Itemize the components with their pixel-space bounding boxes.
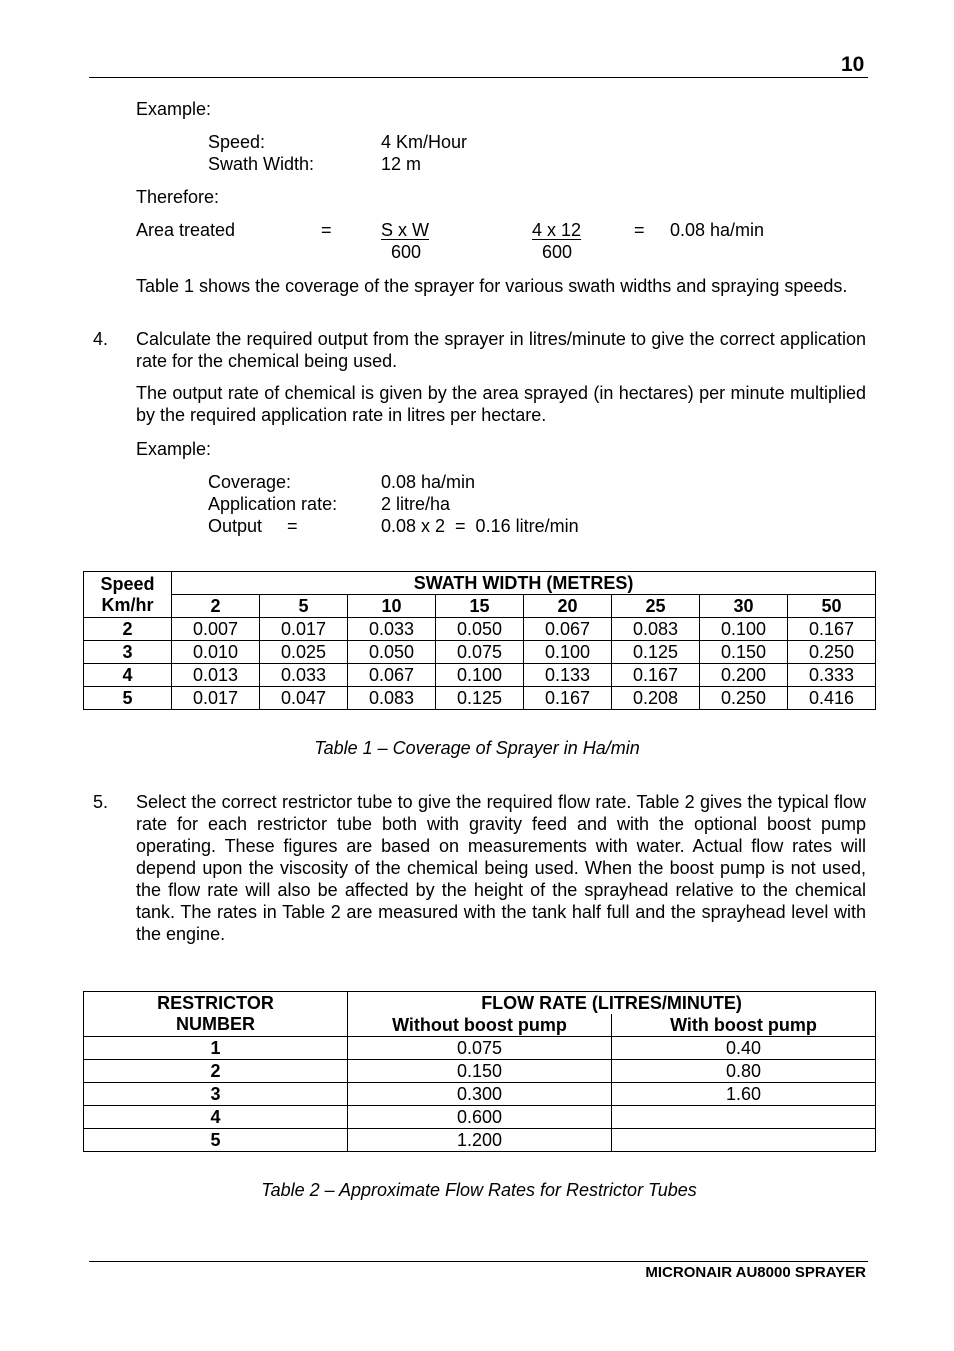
formula-numerator: S x W xyxy=(381,220,429,240)
swath-width-col-header: 15 xyxy=(436,595,524,618)
table-row xyxy=(84,1106,876,1129)
restrictor-number-cell: 4 xyxy=(84,1106,348,1129)
swath-width-col-header: 20 xyxy=(524,595,612,618)
speed-cell: 5 xyxy=(84,687,172,710)
coverage-cell: 0.050 xyxy=(436,618,524,641)
coverage-cell: 0.416 xyxy=(788,687,876,710)
coverage-cell: 0.075 xyxy=(436,641,524,664)
table1-caption: Table 1 – Coverage of Sprayer in Ha/min xyxy=(314,738,640,758)
table2-caption: Table 2 – Approximate Flow Rates for Restrictor Tubes xyxy=(261,1180,697,1200)
example-label: Example: xyxy=(136,439,212,459)
flow-rate-header: FLOW RATE (LITRES/MINUTE) xyxy=(348,992,876,1015)
example-label: Example: xyxy=(136,99,212,119)
coverage-cell: 0.033 xyxy=(348,618,436,641)
restrictor-header-text: RESTRICTOR NUMBER xyxy=(157,993,274,1034)
coverage-label: Coverage: xyxy=(208,472,292,492)
swath-value: 12 m xyxy=(381,154,422,174)
table-row xyxy=(84,687,876,710)
with-boost-cell xyxy=(612,1106,876,1129)
coverage-cell: 0.208 xyxy=(612,687,700,710)
coverage-cell: 0.017 xyxy=(260,618,348,641)
coverage-value: 0.08 ha/min xyxy=(381,472,476,492)
coverage-cell: 0.007 xyxy=(172,618,260,641)
table-row xyxy=(84,618,876,641)
speed-cell: 4 xyxy=(84,664,172,687)
coverage-cell: 0.025 xyxy=(260,641,348,664)
with-boost-cell xyxy=(612,1129,876,1152)
with-boost-header: With boost pump xyxy=(612,1014,876,1037)
coverage-cell: 0.150 xyxy=(700,641,788,664)
area-result: 0.08 ha/min xyxy=(670,220,765,240)
page-number: 10 xyxy=(841,53,865,76)
speed-label: Speed: xyxy=(208,132,266,152)
without-boost-cell: 0.600 xyxy=(348,1106,612,1129)
swath-width-col-header: 50 xyxy=(788,595,876,618)
table-row xyxy=(84,664,876,687)
equals-sign: = xyxy=(321,220,332,240)
step4-text: Calculate the required output from the sprayer in litres/minute to give the correct application rate for the chemical being used. xyxy=(136,329,866,371)
coverage-cell: 0.083 xyxy=(612,618,700,641)
footer-title: MICRONAIR AU8000 SPRAYER xyxy=(645,1264,866,1281)
coverage-cell: 0.167 xyxy=(612,664,700,687)
restrictor-number-cell: 1 xyxy=(84,1037,348,1060)
coverage-cell: 0.083 xyxy=(348,687,436,710)
swath-width-col-header: 10 xyxy=(348,595,436,618)
coverage-cell: 0.100 xyxy=(436,664,524,687)
application-rate-value: 2 litre/ha xyxy=(381,494,451,514)
coverage-cell: 0.133 xyxy=(524,664,612,687)
restrictor-header xyxy=(84,992,348,1037)
header-rule xyxy=(89,77,868,78)
swath-width-header: SWATH WIDTH (METRES) xyxy=(172,572,876,595)
coverage-cell: 0.125 xyxy=(612,641,700,664)
table-row xyxy=(84,1060,876,1083)
table1-intro-paragraph: Table 1 shows the coverage of the sprayer for various swath widths and spraying speeds. xyxy=(136,276,848,296)
coverage-cell: 0.167 xyxy=(524,687,612,710)
speed-header-text: Speed Km/hr xyxy=(100,573,155,615)
coverage-cell: 0.013 xyxy=(172,664,260,687)
restrictor-number-cell: 3 xyxy=(84,1083,348,1106)
coverage-cell: 0.167 xyxy=(788,618,876,641)
with-boost-cell: 0.80 xyxy=(612,1060,876,1083)
table-row xyxy=(84,1037,876,1060)
coverage-table xyxy=(83,571,876,710)
calc-denominator: 600 xyxy=(542,242,573,262)
coverage-cell: 0.010 xyxy=(172,641,260,664)
swath-width-col-header: 25 xyxy=(612,595,700,618)
with-boost-cell: 0.40 xyxy=(612,1037,876,1060)
table-row xyxy=(84,1083,876,1106)
swath-label: Swath Width: xyxy=(208,154,315,174)
coverage-cell: 0.033 xyxy=(260,664,348,687)
swath-width-col-header: 2 xyxy=(172,595,260,618)
output-label: Output = xyxy=(208,516,298,536)
restrictor-number-cell: 5 xyxy=(84,1129,348,1152)
without-boost-cell: 0.075 xyxy=(348,1037,612,1060)
speed-cell: 3 xyxy=(84,641,172,664)
coverage-cell: 0.050 xyxy=(348,641,436,664)
swath-width-col-header: 5 xyxy=(260,595,348,618)
coverage-cell: 0.067 xyxy=(348,664,436,687)
speed-value: 4 Km/Hour xyxy=(381,132,468,152)
coverage-cell: 0.067 xyxy=(524,618,612,641)
without-boost-cell: 0.150 xyxy=(348,1060,612,1083)
speed-header xyxy=(84,572,172,618)
table-row xyxy=(84,1129,876,1152)
coverage-cell: 0.017 xyxy=(172,687,260,710)
step4-paragraph: The output rate of chemical is given by the area sprayed (in hectares) per minute multiplied by the required application rate in litres per hectare. xyxy=(136,383,866,425)
coverage-cell: 0.250 xyxy=(700,687,788,710)
swath-width-col-header: 30 xyxy=(700,595,788,618)
step-number: 5. xyxy=(93,792,109,812)
step-number: 4. xyxy=(93,329,109,349)
flow-rate-table xyxy=(83,991,876,1152)
coverage-cell: 0.333 xyxy=(788,664,876,687)
without-boost-header: Without boost pump xyxy=(348,1014,612,1037)
coverage-cell: 0.047 xyxy=(260,687,348,710)
calc-numerator: 4 x 12 xyxy=(532,220,582,240)
formula-denominator: 600 xyxy=(391,242,422,262)
area-treated-label: Area treated xyxy=(136,220,236,240)
coverage-cell: 0.100 xyxy=(700,618,788,641)
without-boost-cell: 1.200 xyxy=(348,1129,612,1152)
equals-sign: = xyxy=(634,220,645,240)
therefore-label: Therefore: xyxy=(136,187,220,207)
application-rate-label: Application rate: xyxy=(208,494,338,514)
step5-text: Select the correct restrictor tube to give the required flow rate. Table 2 gives the typical flow rate for each restrictor tube both with gravity feed and with the optional boost pump operating. These figures are based on measurements with water. Actual flow rates will depend upon the viscosity of the chemical being used. When the boost pump is not used, the flow rate will also be affected by the height of the sprayhead relative to the chemical tank. The rates in Table 2 are measured with the tank half full and the sprayhead level with the engine. xyxy=(136,792,866,944)
speed-cell: 2 xyxy=(84,618,172,641)
coverage-cell: 0.250 xyxy=(788,641,876,664)
restrictor-number-cell: 2 xyxy=(84,1060,348,1083)
table-row xyxy=(84,641,876,664)
coverage-cell: 0.125 xyxy=(436,687,524,710)
with-boost-cell: 1.60 xyxy=(612,1083,876,1106)
coverage-cell: 0.100 xyxy=(524,641,612,664)
coverage-cell: 0.200 xyxy=(700,664,788,687)
output-value: 0.08 x 2 = 0.16 litre/min xyxy=(381,516,579,536)
without-boost-cell: 0.300 xyxy=(348,1083,612,1106)
